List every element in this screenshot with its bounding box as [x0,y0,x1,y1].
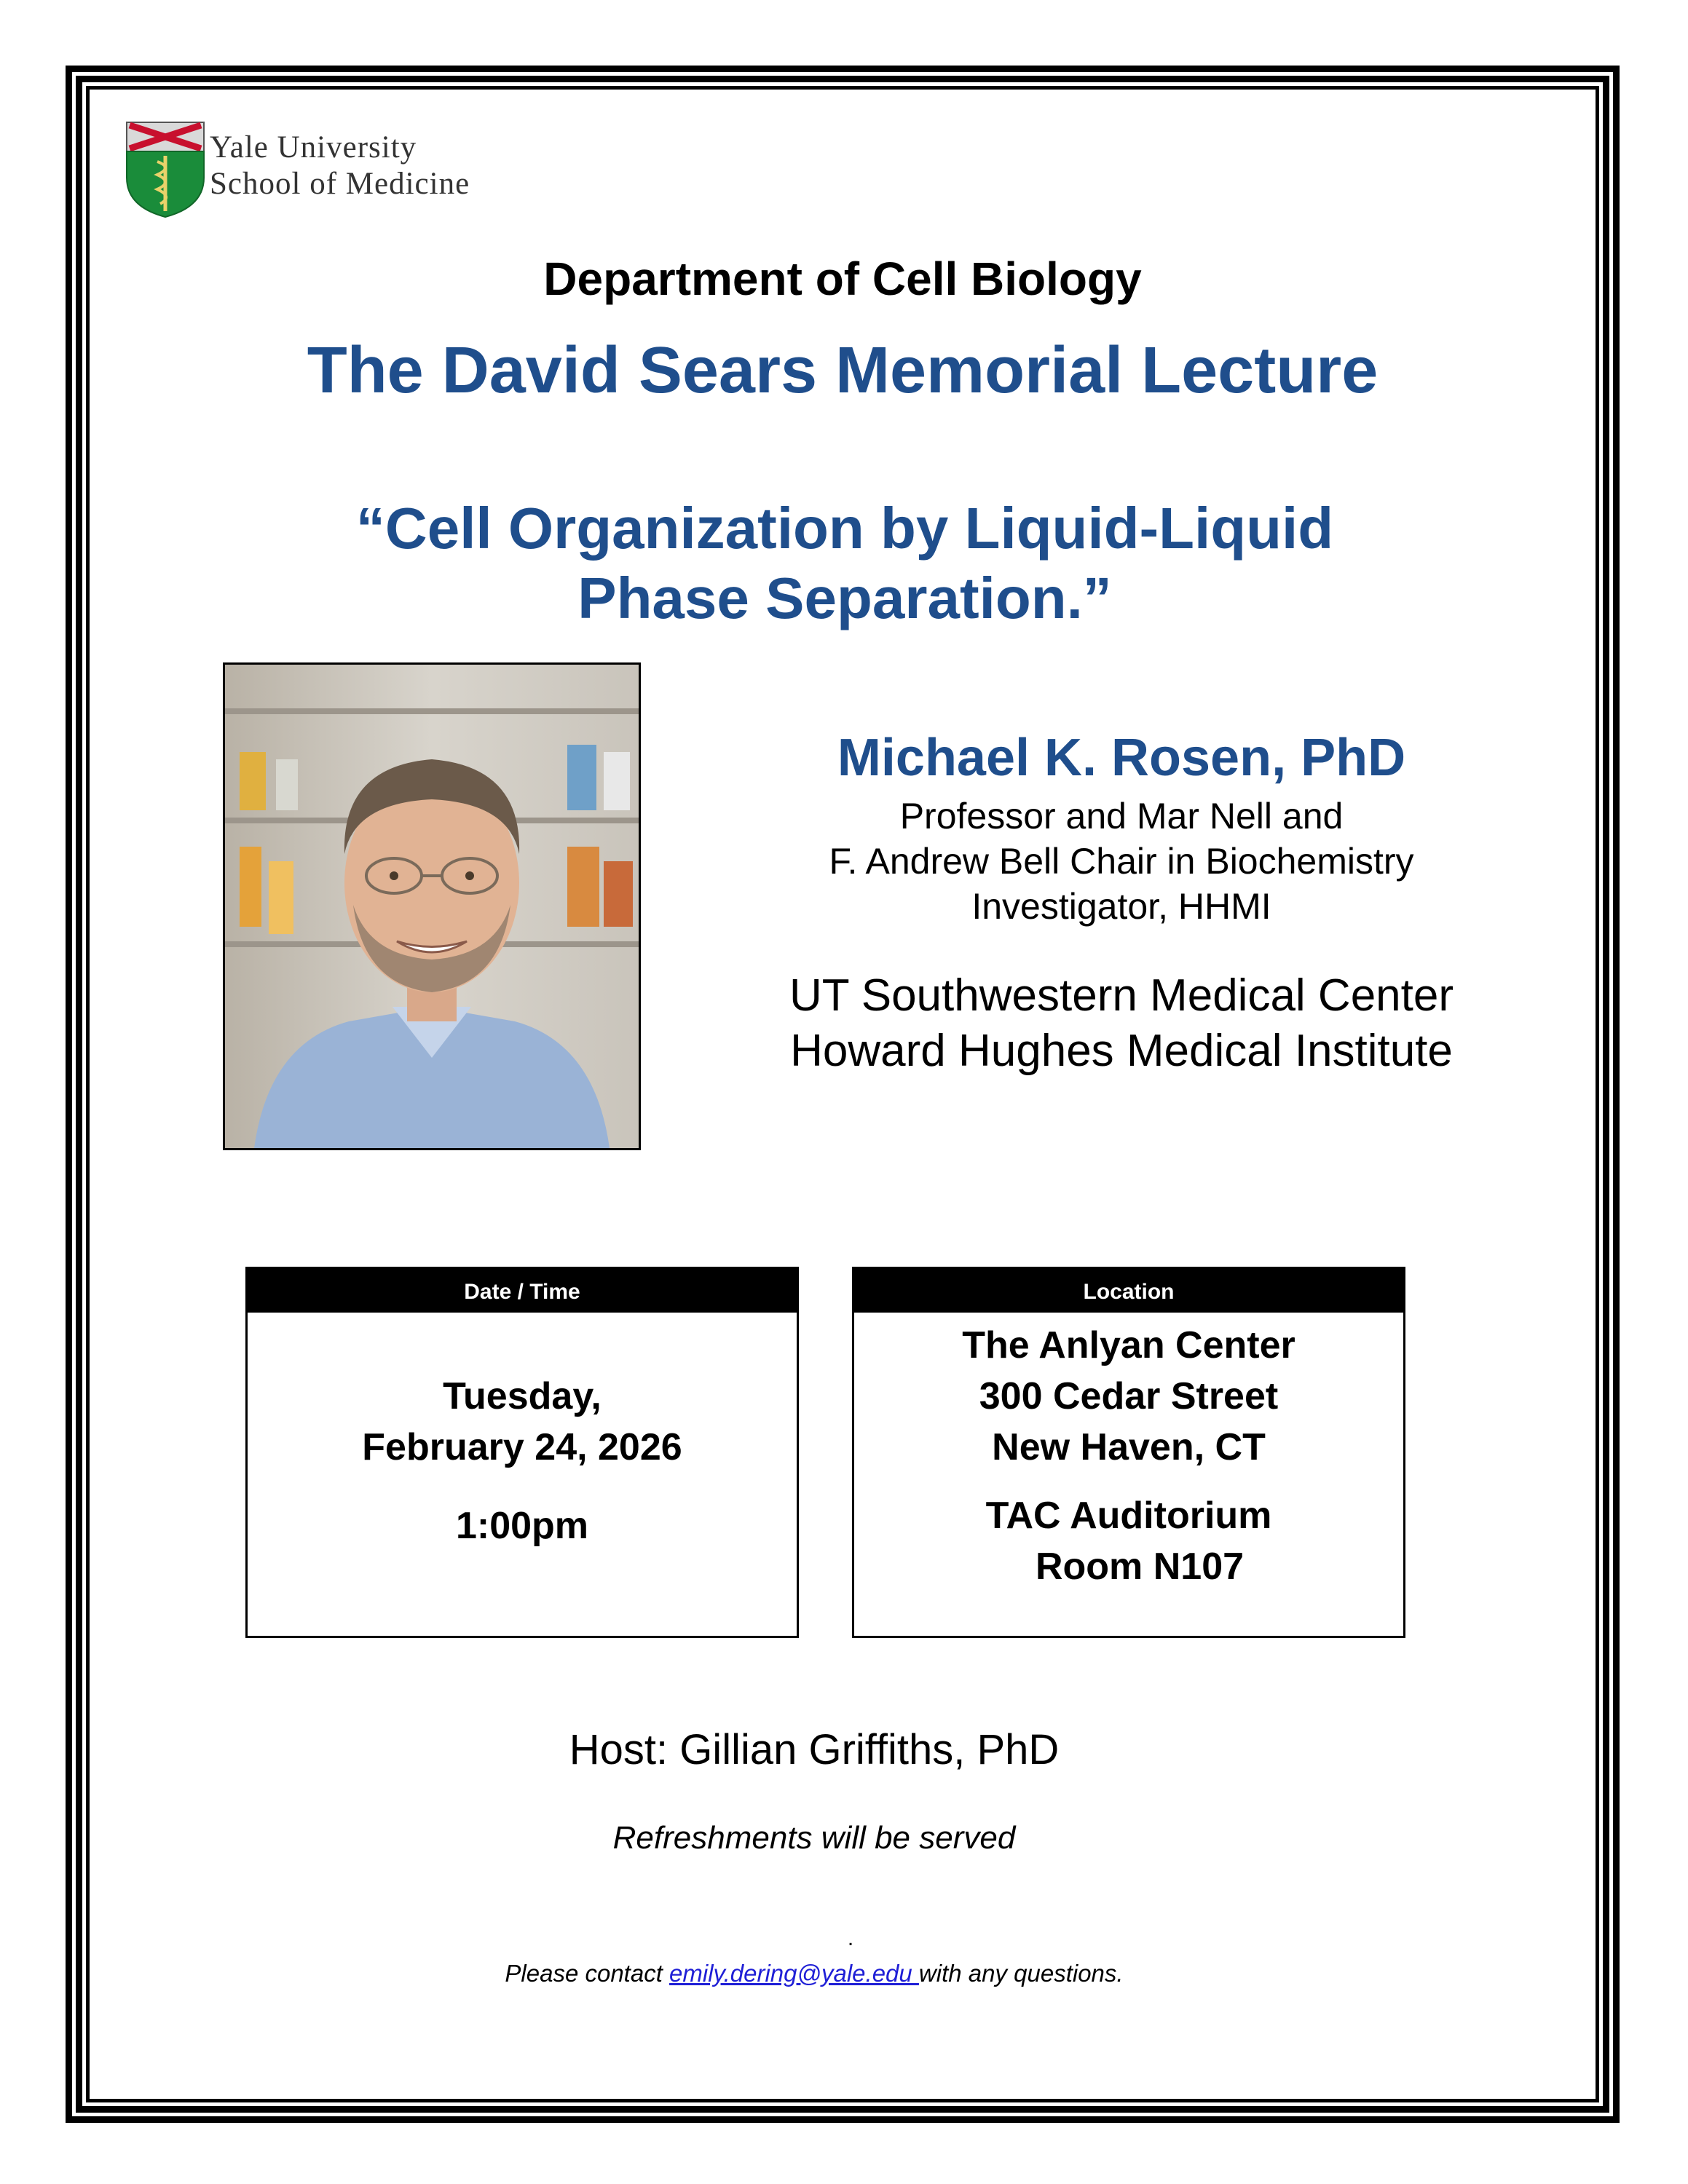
speaker-photo [223,662,641,1150]
speaker-title-line-3: Investigator, HHMI [971,886,1271,927]
lecture-title: The David Sears Memorial Lecture [307,334,1379,407]
speaker-institutions [728,968,1515,1079]
department-heading: Department of Cell Biology [543,253,1142,305]
contact-line [86,1960,1542,1987]
talk-title-line-1: “Cell Organization by Liquid-Liquid [355,496,1334,561]
location-room: Room N107 [1035,1546,1245,1588]
event-date: February 24, 2026 [362,1426,682,1468]
location-header: Location [854,1269,1403,1313]
separator-dot: . [847,1926,854,1950]
event-day: Tuesday, [443,1375,602,1417]
speaker-portrait-image [225,665,639,1148]
yale-logo [125,121,504,223]
talk-title [102,494,1588,633]
location-body [854,1313,1403,1592]
host-line: Host: Gillian Griffiths, PhD [569,1726,1060,1773]
speaker-name: Michael K. Rosen, PhD [837,729,1406,787]
contact-email-link[interactable]: emily.dering@yale.edu [669,1960,919,1987]
institution-line-2: Howard Hughes Medical Institute [790,1026,1453,1076]
talk-title-line-2: Phase Separation.” [577,566,1112,630]
location-venue: TAC Auditorium [985,1495,1272,1537]
logo-line-school: School of Medicine [210,167,470,201]
speaker-titles [728,794,1515,929]
logo-line-university: Yale University [210,130,417,165]
contact-prefix: Please contact [505,1960,670,1987]
institution-line-1: UT Southwestern Medical Center [789,970,1454,1021]
date-time-header: Date / Time [248,1269,797,1313]
refreshments-note: Refreshments will be served [612,1820,1016,1856]
date-time-body [248,1313,797,1551]
date-time-box [245,1267,799,1638]
location-street: 300 Cedar Street [979,1375,1279,1417]
speaker-title-line-1: Professor and Mar Nell and [899,796,1344,836]
yale-shield-icon [125,121,205,218]
logo-text [210,130,470,202]
location-building: The Anlyan Center [962,1324,1295,1366]
event-time: 1:00pm [455,1505,589,1547]
location-city: New Haven, CT [992,1426,1266,1468]
speaker-title-line-2: F. Andrew Bell Chair in Biochemistry [829,841,1414,882]
contact-suffix: with any questions. [918,1960,1124,1987]
location-box [852,1267,1405,1638]
